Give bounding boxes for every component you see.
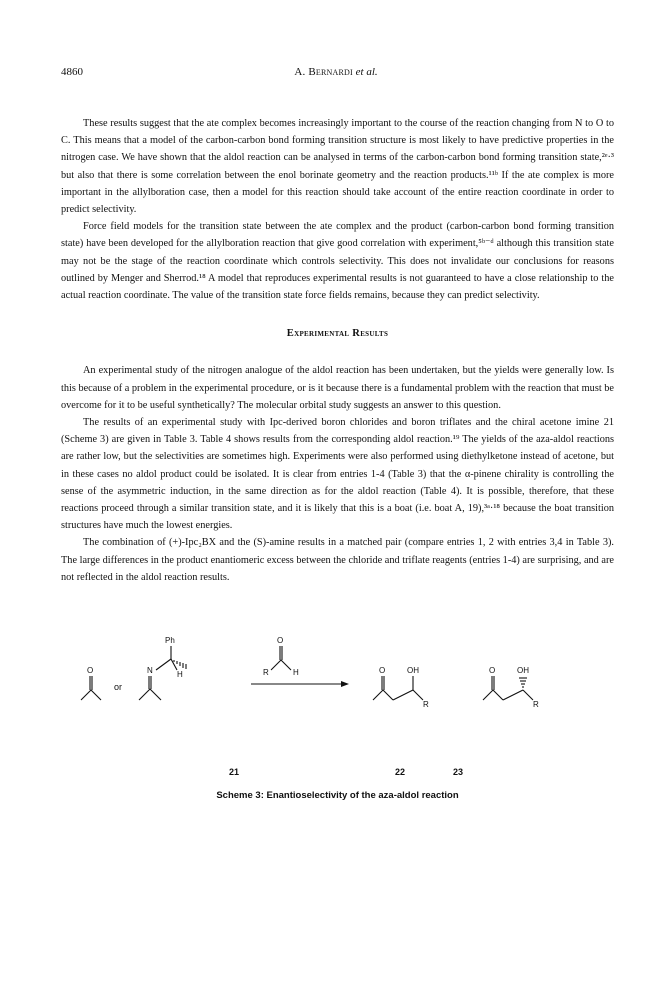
paragraph: These results suggest that the ate complex becomes increasingly important to the course of the reaction changing from N to O to C. This means that a model of the carbon-carbon bond forming transition structure is most likely to have predictive properties in the nitrogen case. We have shown that the aldol reaction can be analysed in terms of the carbon-carbon bond forming transition state,²ᵉ·³ but also that there is some correlation between the enol borinate geometry and the reaction products.¹¹ᵇ If the ate complex is more important in the allylboration case, then a model for this reaction should take account of the entire reaction coordinate in order to predict selectivity.: [61, 118, 614, 216]
atom-label-oh: OH: [517, 666, 529, 675]
atom-label-n: N: [147, 666, 153, 675]
atom-label-r: R: [263, 668, 269, 677]
compound-label-22: 22: [395, 767, 406, 777]
scheme-3: [61, 632, 614, 832]
atom-label-oh: OH: [407, 666, 419, 675]
atom-label-ph: Ph: [165, 636, 175, 645]
paragraph: Force field models for the transition state between the ate complex and the product (carbon-carbon bond forming transition state) have been developed for the allylboration reaction that give good correlation with experiment,⁵ᵇ⁻ᵈ although this transition state may not be the stage of the reaction coordinate which controls selectivity. This does not invalidate our conclusions for reasons outlined by Menger and Sherrod.¹⁸ A model that reproduces experimental results is not guaranteed to have a close relationship to the actual reaction coordinate. The value of the transition state force fields remains, because they can predict selectivity.: [61, 221, 614, 302]
running-head: [0, 66, 672, 78]
atom-label-h: H: [177, 670, 183, 679]
compound-label-21: 21: [229, 767, 240, 777]
scheme-caption: Scheme 3: Enantioselectivity of the aza-aldol reaction: [216, 790, 459, 801]
atom-label-h: H: [293, 668, 299, 677]
scheme-drawing: [61, 632, 614, 832]
atom-label-o: O: [277, 636, 284, 645]
compound-label-23: 23: [453, 767, 464, 777]
or-text: or: [114, 682, 123, 692]
section-heading: Experimental Results: [286, 328, 389, 340]
atom-label-r: R: [533, 700, 539, 709]
atom-label-r: R: [423, 700, 429, 709]
paragraph: The results of an experimental study with Ipc-derived boron chlorides and boron triflates and the chiral acetone imine 21 (Scheme 3) are given in Table 3. Table 4 shows results from the corresponding aldol reaction.¹⁹ The yields of the aza-aldol reactions are rather low, but the selectivities are sometimes high. Experiments were also performed using diethylketone instead of acetone, but in these cases no aldol product could be isolated. It is clear from entries 1-4 (Table 3) that the α-pinene chirality is controlling the sense of the asymmetric induction, in the same direction as for the aldol reaction (Table 4). It is possible, therefore, that these reactions proceed through a similar transition state, and it is likely that this is a boat (i.e. boat A, 19),³ᵃ·¹⁸ because the boat transition structures have much the lowest energies.: [61, 417, 614, 532]
page-number: 4860: [61, 66, 83, 78]
paragraph: An experimental study of the nitrogen analogue of the aldol reaction has been undertaken, but the yields were generally low. Is this because of a problem in the experimental procedure, or is it because there is a fundamental problem with the reaction that must be overcome for it to be useful synthetically? The molecular orbital study suggests an answer to this question.: [61, 365, 614, 411]
atom-label-o: O: [489, 666, 496, 675]
author-name: A. Bernardi: [294, 66, 353, 78]
atom-label-o: O: [87, 666, 94, 675]
atom-label-o: O: [379, 666, 386, 675]
body-text: [61, 115, 614, 586]
paragraph: The combination of (+)-Ipc₂BX and the (S)-amine results in a matched pair (compare entries 1, 2 with entries 3,4 in Table 3). The large differences in the product enantiomeric excess between the chloride and triflate reagents (entries 1-4) are surprising, and are not reflected in the aldol reaction results.: [61, 537, 614, 583]
et-al: et al.: [355, 66, 378, 78]
